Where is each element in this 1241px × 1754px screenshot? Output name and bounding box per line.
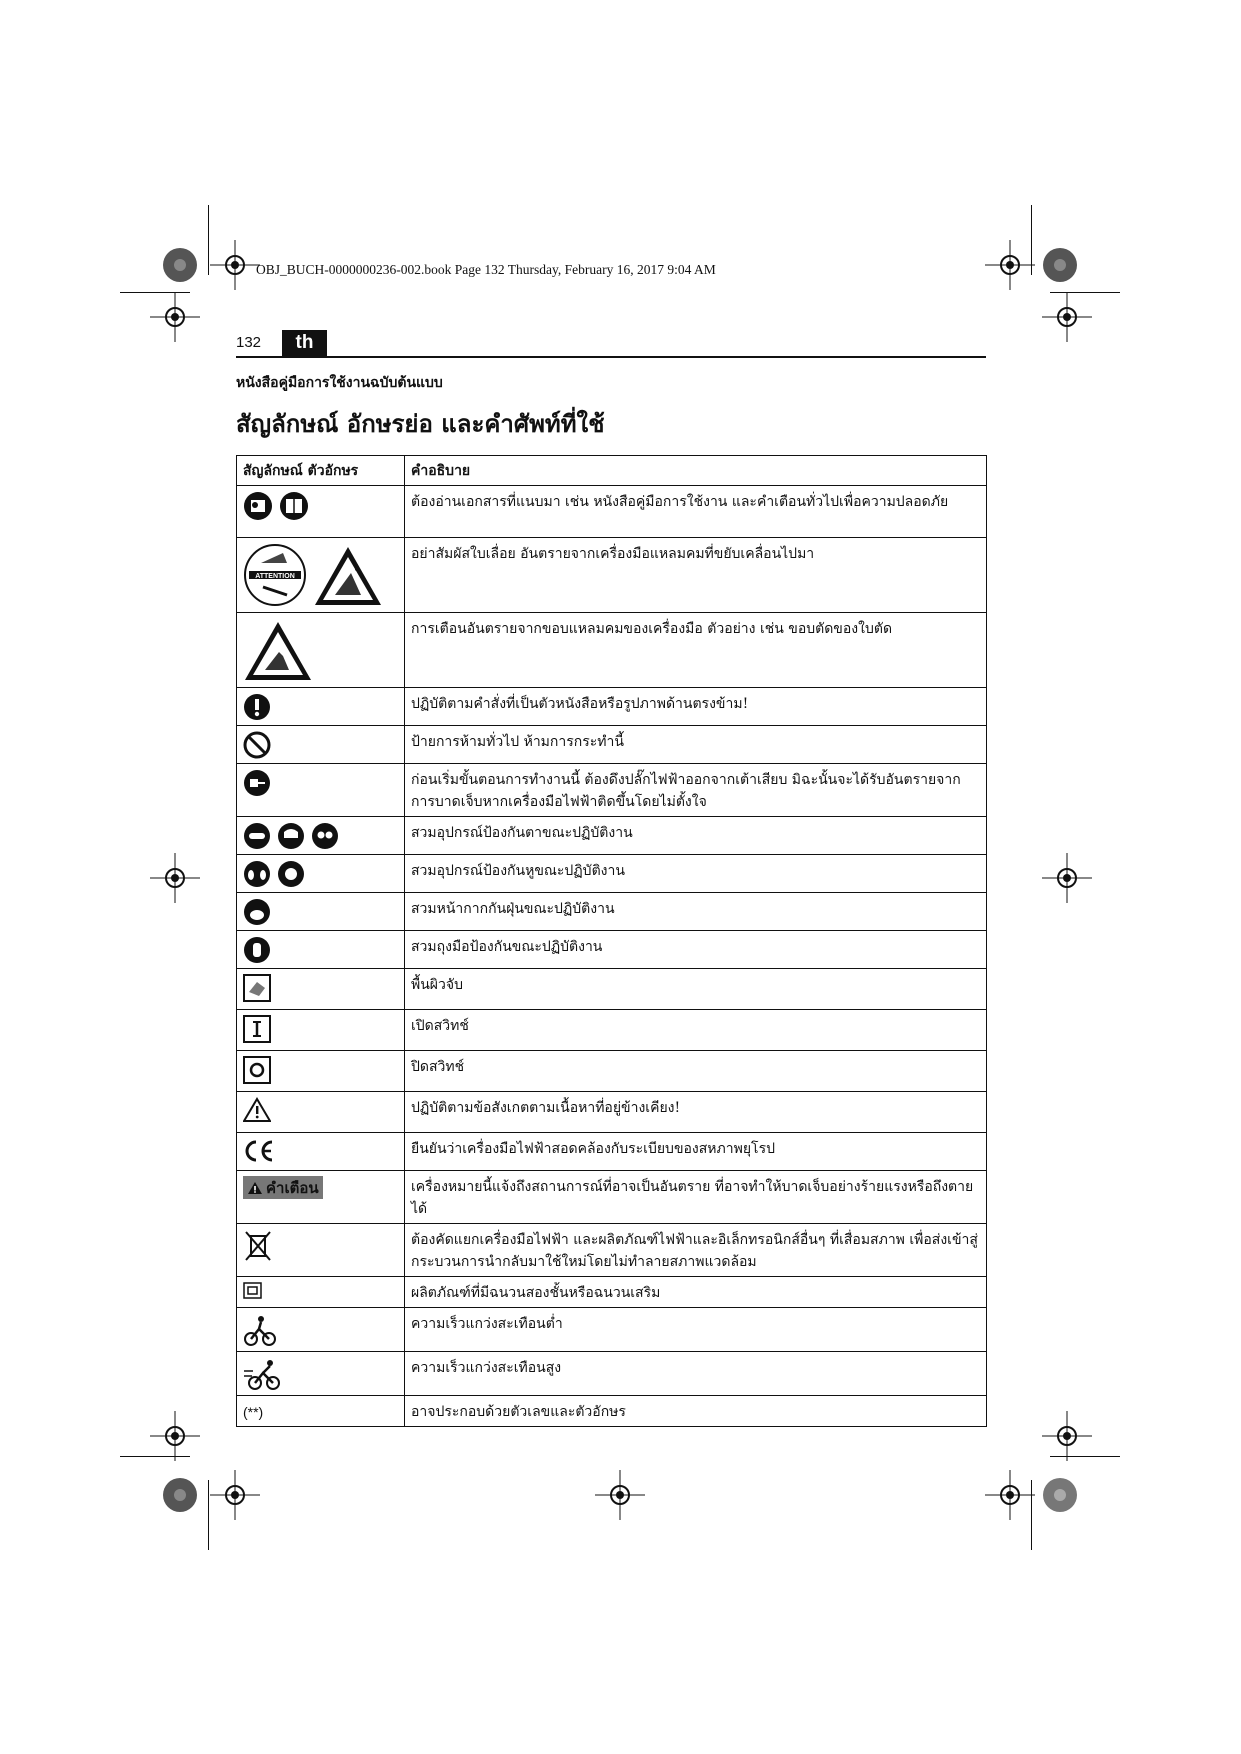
ce-mark-icon: [243, 1138, 275, 1164]
crosshair-mark-left-middle: [150, 853, 200, 903]
print-file-info: OBJ_BUCH-0000000236-002.book Page 132 Thursday, February 16, 2017 9:04 AM: [256, 262, 716, 277]
sharp-edge-warning-icon: [243, 618, 313, 682]
row-description: ก่อนเริ่มขั้นตอนการทำงานนี้ ต้องดึงปลั๊กไฟฟ้าออกจากเต้าเสียบ มิฉะนั้นจะได้รับอันตรายจากการบาดเจ็บหากเครื่องมือไฟฟ้าติดขึ้นโดยไม่ตั้งใจ: [405, 764, 987, 817]
table-row: [237, 764, 987, 817]
ear-protection-icon: [243, 860, 271, 888]
crosshair-mark-right-lower: [1042, 1411, 1092, 1461]
switch-off-icon: [243, 1056, 271, 1084]
row-description: สวมถุงมือป้องกันขณะปฏิบัติงาน: [405, 931, 987, 969]
row-description: พื้นผิวจับ: [405, 969, 987, 1010]
crosshair-mark-right-upper: [1042, 292, 1092, 342]
row-description: อาจประกอบด้วยตัวเลขและตัวอักษร: [405, 1396, 987, 1427]
row-description: เครื่องหมายนี้แจ้งถึงสถานการณ์ที่อาจเป็นอันตราย ที่อาจทำให้บาดเจ็บอย่างร้ายแรงหรือถึงตายได้: [405, 1171, 987, 1224]
earmuffs-icon: [277, 860, 305, 888]
caution-triangle-icon: [243, 1097, 271, 1123]
eye-protection-icon: [243, 822, 271, 850]
crosshair-mark-bottom-center: [595, 1470, 645, 1520]
table-row: [237, 1092, 987, 1133]
goggles-icon: [311, 822, 339, 850]
crosshair-mark-top-left: [210, 240, 260, 290]
prohibition-icon: [243, 731, 271, 759]
flying-debris-warning-icon: [313, 543, 383, 607]
table-row: [237, 1396, 987, 1427]
table-row: [237, 931, 987, 969]
table-row: [237, 1133, 987, 1171]
crosshair-mark-right-middle: [1042, 853, 1092, 903]
crosshair-mark-left-lower: [150, 1411, 200, 1461]
table-row: [237, 1171, 987, 1224]
trim-line: [1031, 205, 1032, 275]
table-row: [237, 538, 987, 613]
table-row: [237, 1224, 987, 1277]
registration-mark-bottom-right: [1040, 1475, 1080, 1515]
header-rule: [236, 356, 986, 358]
registration-mark-bottom-left: [160, 1475, 200, 1515]
trim-line: [208, 1480, 209, 1550]
row-description: ต้องคัดแยกเครื่องมือไฟฟ้า และผลิตภัณฑ์ไฟฟ้าและอิเล็กทรอนิกส์อื่นๆ ที่เสื่อมสภาพ เพื่อส่งเข้าสู่กระบวนการนำกลับมาใช้ใหม่โดยไม่ทำลายสภาพแวดล้อม: [405, 1224, 987, 1277]
manual-book-icon: [279, 491, 309, 521]
table-row: [237, 726, 987, 764]
row-description: ปฏิบัติตามข้อสังเกตตามเนื้อหาที่อยู่ข้างเคียง!: [405, 1092, 987, 1133]
column-header-symbol: สัญลักษณ์ ตัวอักษร: [237, 456, 405, 486]
symbol-text: (**): [237, 1396, 405, 1427]
dust-mask-icon: [243, 898, 271, 926]
table-row: [237, 855, 987, 893]
row-description: เปิดสวิทช์: [405, 1010, 987, 1051]
row-description: ผลิตภัณฑ์ที่มีฉนวนสองชั้นหรือฉนวนเสริม: [405, 1277, 987, 1308]
svg-text:ATTENTION: ATTENTION: [255, 573, 295, 580]
row-description: ความเร็วแกว่งสะเทือนต่ำ: [405, 1308, 987, 1352]
crosshair-mark-left-upper: [150, 292, 200, 342]
switch-on-icon: [243, 1015, 271, 1043]
trim-line: [1050, 292, 1120, 293]
row-description: สวมหน้ากากกันฝุ่นขณะปฏิบัติงาน: [405, 893, 987, 931]
page-number: 132: [236, 334, 262, 351]
trim-line: [1031, 1480, 1032, 1550]
double-insulation-icon: [243, 1282, 263, 1300]
row-description: ปิดสวิทช์: [405, 1051, 987, 1092]
trim-line: [1050, 1456, 1120, 1457]
trim-line: [120, 292, 190, 293]
warning-label-text: คำเตือน: [266, 1178, 319, 1197]
table-row: [237, 1308, 987, 1352]
row-description: ความเร็วแกว่งสะเทือนสูง: [405, 1352, 987, 1396]
table-row: [237, 1352, 987, 1396]
table-row: [237, 613, 987, 688]
read-document-icon: [243, 491, 273, 521]
weee-bin-icon: [243, 1229, 273, 1263]
row-description: อย่าสัมผัสใบเลื่อย อันตรายจากเครื่องมือแหลมคมที่ขยับเคลื่อนไปมา: [405, 538, 987, 613]
crosshair-mark-bottom-left: [210, 1470, 260, 1520]
high-stroke-speed-icon: [243, 1357, 283, 1391]
mandatory-action-icon: [243, 693, 271, 721]
unplug-icon: [243, 769, 271, 797]
registration-mark-top-right: [1040, 245, 1080, 285]
table-row: [237, 1010, 987, 1051]
section-subtitle: หนังสือคู่มือการใช้งานฉบับต้นแบบ: [236, 375, 443, 391]
table-row: [237, 817, 987, 855]
table-row: [237, 486, 987, 538]
row-description: ปฏิบัติตามคำสั่งที่เป็นตัวหนังสือหรือรูปภาพด้านตรงข้าม!: [405, 688, 987, 726]
trim-line: [120, 1456, 190, 1457]
gloves-icon: [243, 936, 271, 964]
row-description: ต้องอ่านเอกสารที่แนบมา เช่น หนังสือคู่มือการใช้งาน และคำเตือนทั่วไปเพื่อความปลอดภัย: [405, 486, 987, 538]
row-description: สวมอุปกรณ์ป้องกันหูขณะปฏิบัติงาน: [405, 855, 987, 893]
table-row: [237, 688, 987, 726]
crosshair-mark-bottom-right: [985, 1470, 1035, 1520]
table-row: [237, 893, 987, 931]
language-badge: th: [282, 330, 327, 356]
row-description: ป้ายการห้ามทั่วไป ห้ามการกระทำนี้: [405, 726, 987, 764]
registration-mark-top-left: [160, 245, 200, 285]
attention-blade-icon: [243, 543, 307, 607]
low-stroke-speed-icon: [243, 1313, 277, 1347]
table-header-row: [237, 456, 987, 486]
row-description: การเตือนอันตรายจากขอบแหลมคมของเครื่องมือ ตัวอย่าง เช่น ขอบตัดของใบตัด: [405, 613, 987, 688]
table-row: [237, 1277, 987, 1308]
symbols-table: [236, 455, 987, 1427]
grip-surface-icon: [243, 974, 271, 1002]
crosshair-mark-top-right: [985, 240, 1035, 290]
face-shield-icon: [277, 822, 305, 850]
warning-label-icon: [243, 1176, 323, 1199]
page-title: สัญลักษณ์ อักษรย่อ และคำศัพท์ที่ใช้: [236, 409, 605, 438]
table-row: [237, 1051, 987, 1092]
trim-line: [208, 205, 209, 275]
row-description: สวมอุปกรณ์ป้องกันตาขณะปฏิบัติงาน: [405, 817, 987, 855]
column-header-description: คำอธิบาย: [405, 456, 987, 486]
table-row: [237, 969, 987, 1010]
row-description: ยืนยันว่าเครื่องมือไฟฟ้าสอดคล้องกับระเบียบของสหภาพยุโรป: [405, 1133, 987, 1171]
